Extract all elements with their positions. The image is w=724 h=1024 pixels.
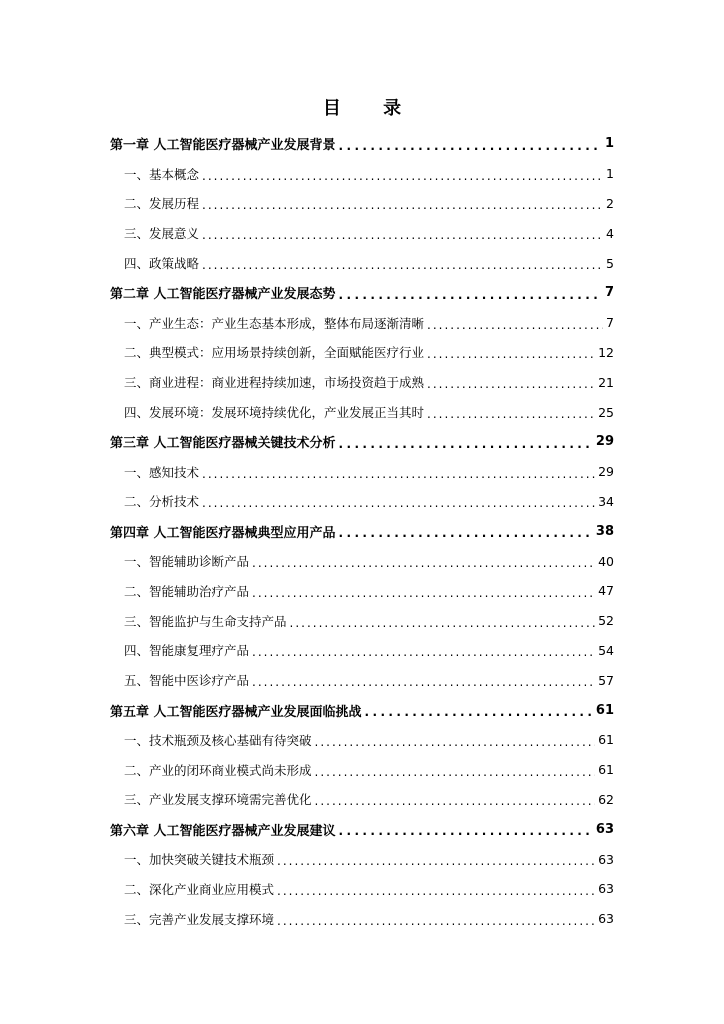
toc-section-entry[interactable] <box>110 308 614 338</box>
dot-leader <box>277 854 595 868</box>
toc-chapter-entry[interactable] <box>110 129 614 159</box>
toc-page-number: 63 <box>595 821 614 837</box>
toc-entry-label: 第一章 人工智能医疗器械产业发展背景 <box>110 138 336 154</box>
toc-section-entry[interactable] <box>110 844 614 874</box>
toc-section-entry[interactable] <box>110 665 614 695</box>
dot-leader <box>315 794 596 808</box>
toc-chapter-entry[interactable] <box>110 814 614 844</box>
toc-page-number: 38 <box>595 523 614 539</box>
toc-chapter-entry[interactable] <box>110 695 614 725</box>
toc-page-number: 47 <box>598 583 614 599</box>
toc-section-entry[interactable] <box>110 785 614 815</box>
toc-page-number: 61 <box>595 702 614 718</box>
toc-entry-label: 三、完善产业发展支撑环境 <box>124 911 275 927</box>
toc-section-entry[interactable] <box>110 338 614 368</box>
toc-page-number: 21 <box>598 374 614 390</box>
toc-section-entry[interactable] <box>110 367 614 397</box>
toc-section-entry[interactable] <box>110 487 614 517</box>
dot-leader <box>202 228 603 242</box>
dot-leader <box>427 318 603 332</box>
toc-entry-label: 第六章 人工智能医疗器械产业发展建议 <box>110 823 336 839</box>
toc-section-entry[interactable] <box>110 248 614 278</box>
toc-section-entry[interactable] <box>110 755 614 785</box>
toc-page-number: 63 <box>598 851 614 867</box>
toc-page-number: 29 <box>595 434 614 450</box>
toc-entry-label: 一、技术瓶颈及核心基础有待突破 <box>124 732 312 748</box>
toc-section-entry[interactable] <box>110 189 614 219</box>
toc-page-number: 57 <box>598 672 614 688</box>
dot-leader <box>427 377 595 391</box>
toc-section-entry[interactable] <box>110 397 614 427</box>
toc-entry-label: 第四章 人工智能医疗器械典型应用产品 <box>110 525 336 541</box>
toc-page-number: 62 <box>598 791 614 807</box>
table-of-contents <box>110 129 614 934</box>
dot-leader <box>427 347 595 361</box>
toc-page-number: 25 <box>598 404 614 420</box>
toc-page-number: 52 <box>598 613 614 629</box>
toc-page-number: 40 <box>598 553 614 569</box>
toc-chapter-entry[interactable] <box>110 516 614 546</box>
toc-entry-label: 一、基本概念 <box>124 166 200 182</box>
dot-leader <box>290 616 596 630</box>
dot-leader <box>202 198 603 212</box>
dot-leader <box>315 735 596 749</box>
dot-leader <box>202 258 603 272</box>
toc-entry-label: 二、典型模式：应用场景持续创新，全面赋能医疗行业 <box>124 345 425 361</box>
toc-section-entry[interactable] <box>110 546 614 576</box>
toc-page-number: 34 <box>598 493 614 509</box>
toc-entry-label: 二、智能辅助治疗产品 <box>124 583 250 599</box>
page-title: 目 录 <box>322 98 420 119</box>
toc-entry-label: 三、产业发展支撑环境需完善优化 <box>124 792 312 808</box>
toc-entry-label: 第三章 人工智能医疗器械关键技术分析 <box>110 436 336 452</box>
toc-entry-label: 二、产业的闭环商业模式尚未形成 <box>124 762 312 778</box>
toc-section-entry[interactable] <box>110 725 614 755</box>
toc-page-number: 2 <box>606 195 614 211</box>
toc-entry-label: 二、分析技术 <box>124 494 200 510</box>
toc-page-number: 1 <box>606 166 614 182</box>
dot-leader <box>339 139 602 153</box>
toc-page-number: 1 <box>604 136 614 152</box>
toc-section-entry[interactable] <box>110 636 614 666</box>
toc-page-number: 29 <box>598 464 614 480</box>
dot-leader <box>427 407 595 421</box>
toc-entry-label: 一、感知技术 <box>124 464 200 480</box>
toc-entry-label: 一、智能辅助诊断产品 <box>124 554 250 570</box>
dot-leader <box>277 884 595 898</box>
dot-leader <box>339 526 593 540</box>
toc-page-number: 61 <box>598 762 614 778</box>
dot-leader <box>252 586 595 600</box>
toc-section-entry[interactable] <box>110 457 614 487</box>
dot-leader <box>365 705 593 719</box>
toc-section-entry[interactable] <box>110 218 614 248</box>
dot-leader <box>202 496 595 510</box>
toc-entry-label: 一、产业生态：产业生态基本形成，整体布局逐渐清晰 <box>124 315 425 331</box>
toc-entry-label: 三、发展意义 <box>124 226 200 242</box>
toc-page-number: 7 <box>604 285 614 301</box>
toc-page-number: 7 <box>606 315 614 331</box>
dot-leader <box>315 765 596 779</box>
toc-page-number: 61 <box>598 732 614 748</box>
toc-page-number: 54 <box>598 642 614 658</box>
toc-chapter-entry[interactable] <box>110 427 614 457</box>
toc-chapter-entry[interactable] <box>110 278 614 308</box>
toc-page-number: 12 <box>598 344 614 360</box>
dot-leader <box>339 824 593 838</box>
dot-leader <box>277 914 595 928</box>
toc-section-entry[interactable] <box>110 874 614 904</box>
toc-entry-label: 四、政策战略 <box>124 256 200 272</box>
toc-section-entry[interactable] <box>110 904 614 934</box>
dot-leader <box>252 675 595 689</box>
dot-leader <box>339 288 602 302</box>
toc-entry-label: 第二章 人工智能医疗器械产业发展态势 <box>110 287 336 303</box>
toc-page-number: 63 <box>598 881 614 897</box>
toc-entry-label: 三、智能监护与生命支持产品 <box>124 613 287 629</box>
toc-entry-label: 二、深化产业商业应用模式 <box>124 881 275 897</box>
toc-entry-label: 二、发展历程 <box>124 196 200 212</box>
toc-entry-label: 第五章 人工智能医疗器械产业发展面临挑战 <box>110 704 362 720</box>
toc-entry-label: 一、加快突破关键技术瓶颈 <box>124 852 275 868</box>
toc-page-number: 63 <box>598 911 614 927</box>
toc-page-number: 5 <box>606 255 614 271</box>
toc-section-entry[interactable] <box>110 576 614 606</box>
dot-leader <box>339 437 593 451</box>
toc-section-entry[interactable] <box>110 159 614 189</box>
toc-page-number: 4 <box>606 225 614 241</box>
dot-leader <box>252 556 595 570</box>
toc-section-entry[interactable] <box>110 606 614 636</box>
toc-entry-label: 五、智能中医诊疗产品 <box>124 673 250 689</box>
dot-leader <box>202 467 595 481</box>
toc-entry-label: 三、商业进程：商业进程持续加速，市场投资趋于成熟 <box>124 375 425 391</box>
dot-leader <box>202 169 603 183</box>
toc-entry-label: 四、发展环境：发展环境持续优化，产业发展正当其时 <box>124 405 425 421</box>
dot-leader <box>252 645 595 659</box>
toc-entry-label: 四、智能康复理疗产品 <box>124 643 250 659</box>
